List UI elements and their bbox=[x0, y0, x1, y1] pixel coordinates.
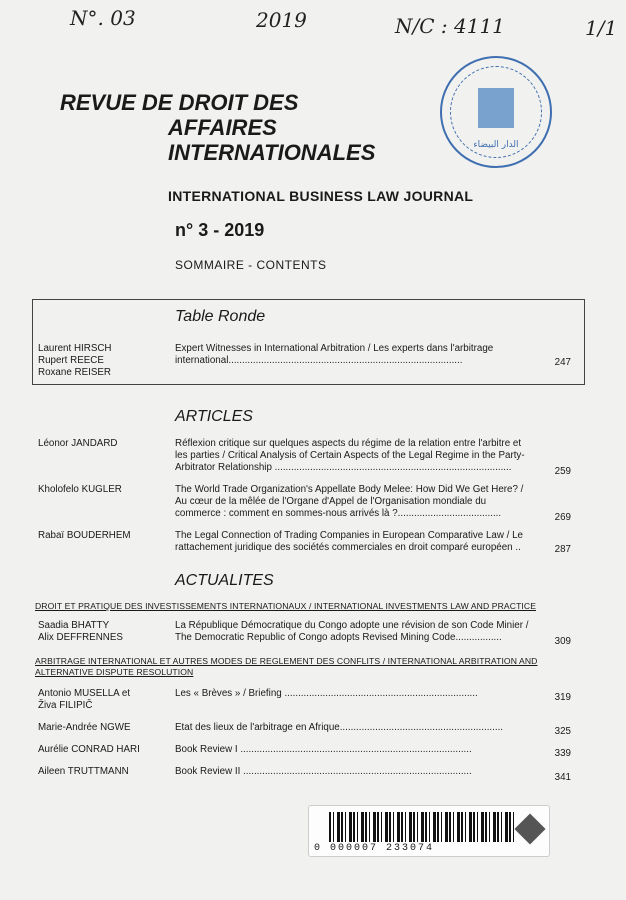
entry-authors: Marie-Andrée NGWE bbox=[38, 722, 131, 733]
handwritten-page: 1/1 bbox=[585, 16, 618, 40]
title-line-1: REVUE DE DROIT DES bbox=[60, 90, 299, 115]
entry-authors: Rabaï BOUDERHEM bbox=[38, 530, 131, 541]
entry-description: La République Démocratique du Congo adopte une révision de son Code Minier / The Democratic Republic of Congo adopts Revised Mining Code................. bbox=[175, 620, 529, 643]
entry-page: 287 bbox=[554, 544, 571, 555]
handwritten-number: N°. 03 bbox=[70, 6, 136, 30]
entry-description: Book Review II .................................................................................... bbox=[175, 766, 472, 777]
entry-authors: Aurélie CONRAD HARI bbox=[38, 744, 140, 755]
entry-authors: Léonor JANDARD bbox=[38, 438, 118, 449]
entry-authors: Laurent HIRSCH Rupert REECE Roxane REISER bbox=[38, 343, 112, 378]
title-line-2: AFFAIRES bbox=[168, 115, 277, 140]
entry-description: Etat des lieux de l'arbitrage en Afrique............................................................ bbox=[175, 722, 504, 733]
handwritten-nc: N/C : 4111 bbox=[395, 14, 505, 38]
barcode-bars bbox=[329, 812, 514, 842]
entry-page: 339 bbox=[554, 748, 571, 759]
entry-page: 325 bbox=[554, 726, 571, 737]
issue-number: n° 3 - 2019 bbox=[175, 220, 265, 240]
title-line-3: INTERNATIONALES bbox=[168, 140, 376, 165]
entry-page: 341 bbox=[554, 772, 571, 783]
journal-title bbox=[60, 90, 375, 165]
entry-authors: Kholofelo KUGLER bbox=[38, 484, 122, 495]
entry-page: 319 bbox=[554, 692, 571, 703]
actualites-heading: ACTUALITES bbox=[175, 572, 274, 589]
table-ronde-heading: Table Ronde bbox=[175, 308, 266, 325]
actualites-subheading-investments: DROIT ET PRATIQUE DES INVESTISSEMENTS INTERNATIONAUX / INTERNATIONAL INVESTMENTS LAW AND PRACTICE bbox=[35, 601, 537, 611]
barcode-sticker bbox=[308, 805, 550, 857]
entry-authors: Antonio MUSELLA et Živa FILIPIČ bbox=[38, 688, 131, 711]
entry-description: Book Review I ..................................................................................... bbox=[175, 744, 472, 755]
entry-description: Réflexion critique sur quelques aspects du régime de la relation entre l'arbitre et les parties / Critical Analysis of Certain Aspects of the Legal Regime in the Party-Arbitrator Relationship ....................................................................................... bbox=[175, 438, 525, 473]
journal-subtitle: INTERNATIONAL BUSINESS LAW JOURNAL bbox=[168, 188, 474, 204]
contents-label: SOMMAIRE - CONTENTS bbox=[175, 258, 327, 272]
entry-description: The World Trade Organization's Appellate Body Melee: How Did We Get Here? / Au cœur de la mêlée de l'Organe d'Appel de l'Organisation mondiale du commerce : comment en sommes-nous arrivés là ?...................................... bbox=[175, 484, 524, 519]
entry-page: 247 bbox=[554, 357, 571, 368]
handwritten-year: 2019 bbox=[256, 8, 307, 32]
entry-authors: Saadia BHATTY Alix DEFFRENNES bbox=[38, 620, 123, 643]
entry-page: 309 bbox=[554, 636, 571, 647]
entry-page: 259 bbox=[554, 466, 571, 477]
stamp-text: الدار البيضاء bbox=[473, 140, 519, 150]
barcode-number: 0 000007 233074 bbox=[314, 843, 435, 854]
entry-authors: Aileen TRUTTMANN bbox=[38, 766, 129, 777]
entry-description: The Legal Connection of Trading Companies in European Comparative Law / Le rattachement juridique des sociétés commerciales en droit comparé européen .. bbox=[175, 530, 523, 553]
articles-heading: ARTICLES bbox=[175, 408, 253, 425]
entry-description: Les « Brèves » / Briefing ....................................................................... bbox=[175, 688, 478, 699]
entry-description: Expert Witnesses in International Arbitration / Les experts dans l'arbitrage international...................................................................................... bbox=[175, 343, 494, 366]
library-logo-icon bbox=[514, 813, 545, 844]
library-stamp bbox=[440, 56, 552, 168]
stamp-emblem bbox=[478, 88, 514, 128]
entry-page: 269 bbox=[554, 512, 571, 523]
actualites-subheading-arbitration: ARBITRAGE INTERNATIONAL ET AUTRES MODES DE REGLEMENT DES CONFLITS / INTERNATIONAL ARBITRATION AND ALTERNATIVE DISPUTE RESOLUTION bbox=[35, 656, 538, 677]
